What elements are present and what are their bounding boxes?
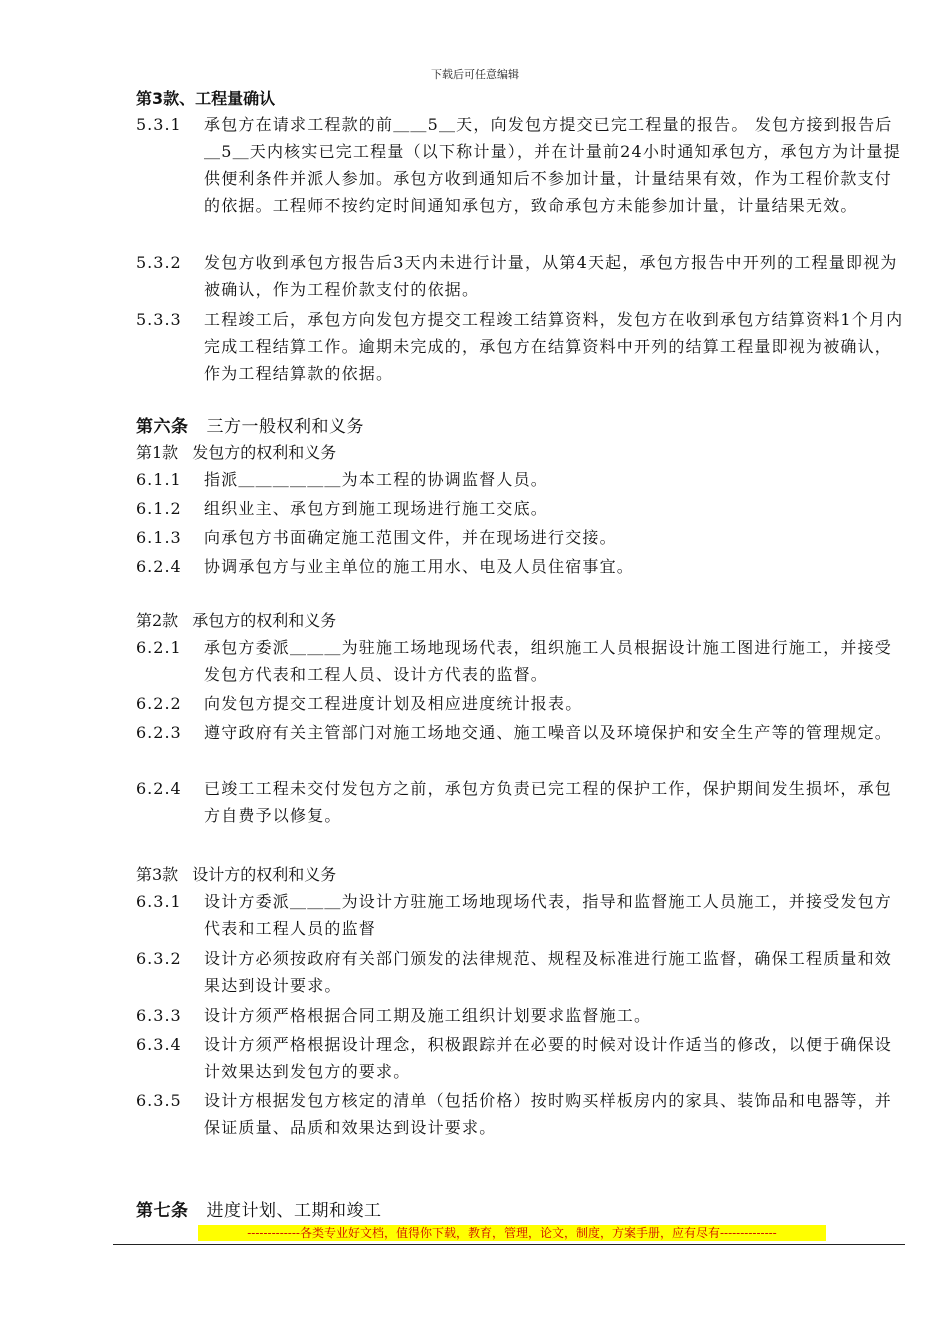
kuan-title: 承包方的权利和义务 bbox=[192, 611, 337, 630]
clause-6-1-2 bbox=[136, 495, 906, 522]
kuan-title: 发包方的权利和义务 bbox=[192, 443, 337, 462]
clause-6-2-4-a bbox=[136, 553, 906, 580]
clause-6-2-1 bbox=[136, 634, 906, 688]
clause-text: 向发包方提交工程进度计划及相应进度统计报表。 bbox=[204, 694, 583, 713]
footer-divider bbox=[113, 1244, 905, 1245]
kuan-2-heading bbox=[136, 608, 336, 631]
clause-5-3-3 bbox=[136, 306, 906, 387]
kuan-1-heading bbox=[136, 440, 336, 463]
clause-number: 6.2.1 bbox=[136, 638, 182, 657]
kuan-title: 设计方的权利和义务 bbox=[192, 865, 337, 884]
article-label: 第六条 bbox=[136, 417, 189, 437]
clause-6-3-4 bbox=[136, 1031, 906, 1085]
section-5-kuan-3-title: 第3款、工程量确认 bbox=[136, 89, 276, 108]
clause-6-2-2 bbox=[136, 690, 906, 717]
footer-promo-banner: -------------各类专业好文档，值得你下载，教育，管理，论文，制度，方案手册，应有尽有-------------- bbox=[198, 1225, 826, 1241]
clause-text: 协调承包方与业主单位的施工用水、电及人员住宿事宜。 bbox=[204, 557, 635, 576]
page-header-note: 下载后可任意编辑 bbox=[431, 68, 519, 81]
kuan-3-heading bbox=[136, 862, 336, 885]
clause-text: 承包方在请求工程款的前＿＿5＿天，向发包方提交已完工程量的报告。 发包方接到报告后＿5＿天内核实已完工程量（以下称计量），并在计量前24小时通知承包方，承包方为计量提供便利条件并派人参加。承包方收到通知后不参加计量，计量结果有效，作为工程价款支付的依据。工程师不按约定时间通知承包方，致命承包方未能参加计量，计量结果无效。 bbox=[204, 115, 901, 215]
clause-number: 6.1.3 bbox=[136, 528, 182, 547]
clause-text: 设计方须严格根据合同工期及施工组织计划要求监督施工。 bbox=[204, 1006, 652, 1025]
clause-text: 设计方须严格根据设计理念，积极跟踪并在必要的时候对设计作适当的修改，以便于确保设计效果达到发包方的要求。 bbox=[204, 1035, 893, 1081]
clause-number: 5.3.2 bbox=[136, 253, 182, 272]
article-title: 三方一般权利和义务 bbox=[206, 417, 364, 437]
article-label: 第七条 bbox=[136, 1201, 189, 1221]
clause-number: 6.2.4 bbox=[136, 779, 182, 798]
clause-text: 组织业主、承包方到施工现场进行施工交底。 bbox=[204, 499, 549, 518]
clause-6-3-5 bbox=[136, 1087, 906, 1141]
clause-text: 遵守政府有关主管部门对施工场地交通、施工噪音以及环境保护和安全生产等的管理规定。 bbox=[204, 723, 893, 742]
clause-number: 6.1.2 bbox=[136, 499, 182, 518]
clause-number: 6.2.2 bbox=[136, 694, 182, 713]
clause-6-2-3 bbox=[136, 719, 906, 746]
clause-number: 6.2.4 bbox=[136, 557, 182, 576]
article-title: 进度计划、工期和竣工 bbox=[206, 1201, 382, 1221]
clause-6-3-2 bbox=[136, 945, 906, 999]
kuan-label: 第1款 bbox=[136, 443, 179, 462]
clause-number: 6.3.2 bbox=[136, 949, 182, 968]
kuan-label: 第2款 bbox=[136, 611, 179, 630]
clause-text: 设计方必须按政府有关部门颁发的法律规范、规程及标准进行施工监督，确保工程质量和效果达到设计要求。 bbox=[204, 949, 893, 995]
clause-text: 已竣工工程未交付发包方之前，承包方负责已完工程的保护工作，保护期间发生损坏，承包方自费予以修复。 bbox=[204, 779, 893, 825]
clause-number: 5.3.1 bbox=[136, 115, 182, 134]
clause-number: 5.3.3 bbox=[136, 310, 182, 329]
clause-6-1-3 bbox=[136, 524, 906, 551]
clause-5-3-2 bbox=[136, 249, 906, 303]
clause-text: 向承包方书面确定施工范围文件，并在现场进行交接。 bbox=[204, 528, 617, 547]
kuan-label: 第3款 bbox=[136, 865, 179, 884]
clause-text: 指派＿＿＿＿＿＿为本工程的协调监督人员。 bbox=[204, 470, 549, 489]
clause-6-3-3 bbox=[136, 1002, 906, 1029]
clause-number: 6.3.4 bbox=[136, 1035, 182, 1054]
clause-text: 设计方委派＿＿＿为设计方驻施工场地现场代表，指导和监督施工人员施工，并接受发包方代表和工程人员的监督 bbox=[204, 892, 893, 938]
clause-text: 承包方委派＿＿＿为驻施工场地现场代表，组织施工人员根据设计施工图进行施工，并接受发包方代表和工程人员、设计方代表的监督。 bbox=[204, 638, 893, 684]
clause-number: 6.3.1 bbox=[136, 892, 182, 911]
clause-5-3-1 bbox=[136, 111, 906, 219]
clause-text: 工程竣工后，承包方向发包方提交工程竣工结算资料，发包方在收到承包方结算资料1个月内完成工程结算工作。逾期未完成的，承包方在结算资料中开列的结算工程量即视为被确认，作为工程结算款的依据。 bbox=[204, 310, 904, 383]
clause-6-2-4 bbox=[136, 775, 906, 829]
clause-text: 发包方收到承包方报告后3天内未进行计量，从第4天起，承包方报告中开列的工程量即视为被确认，作为工程价款支付的依据。 bbox=[204, 253, 898, 299]
clause-6-3-1 bbox=[136, 888, 906, 942]
clause-number: 6.1.1 bbox=[136, 470, 182, 489]
article-6-heading bbox=[136, 412, 364, 437]
clause-number: 6.3.5 bbox=[136, 1091, 182, 1110]
clause-number: 6.3.3 bbox=[136, 1006, 182, 1025]
article-7-heading bbox=[136, 1196, 382, 1221]
clause-number: 6.2.3 bbox=[136, 723, 182, 742]
clause-6-1-1 bbox=[136, 466, 906, 493]
clause-text: 设计方根据发包方核定的清单（包括价格）按时购买样板房内的家具、装饰品和电器等，并保证质量、品质和效果达到设计要求。 bbox=[204, 1091, 893, 1137]
